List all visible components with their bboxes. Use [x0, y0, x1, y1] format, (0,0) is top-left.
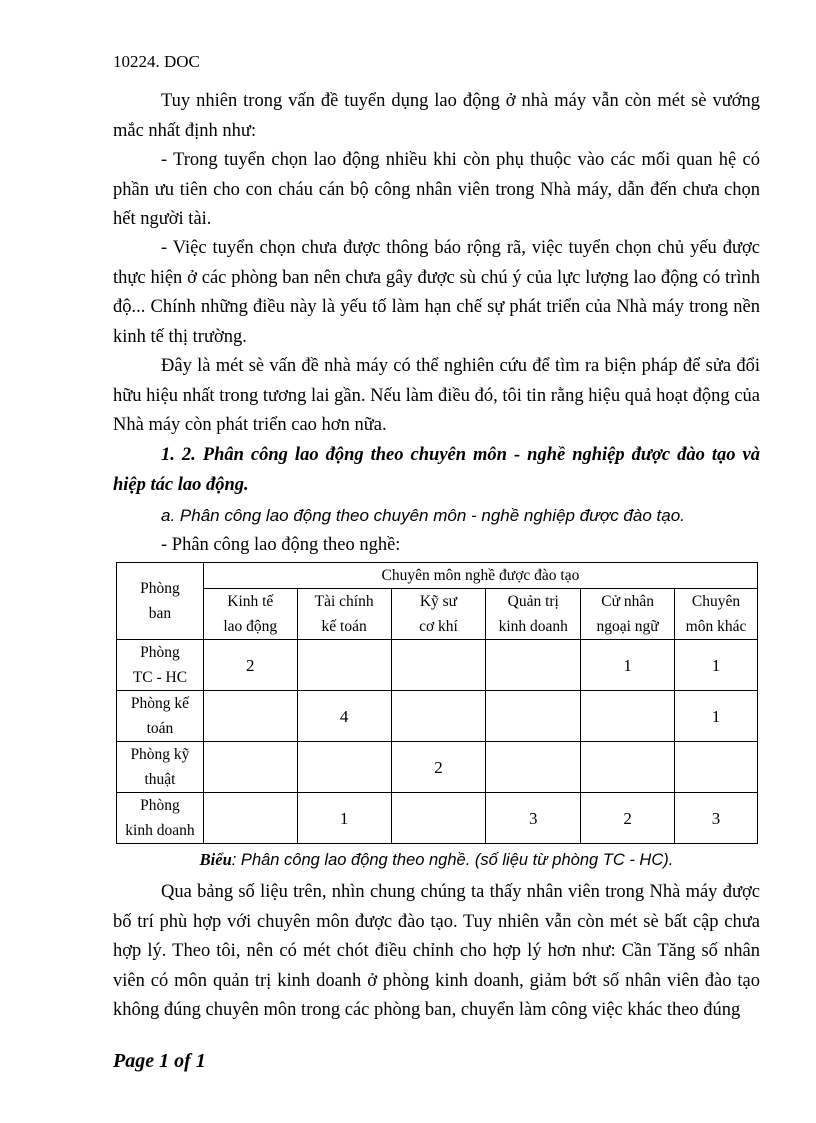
table-cell — [675, 742, 758, 793]
row-header: Phòng kỹ thuật — [117, 742, 204, 793]
table-cell — [297, 640, 391, 691]
table-cell — [203, 793, 297, 844]
table-cell: 3 — [486, 793, 581, 844]
table-cell: 1 — [581, 640, 675, 691]
column-header: Chuyên môn khác — [675, 589, 758, 640]
table-cell — [581, 691, 675, 742]
table-cell: 1 — [297, 793, 391, 844]
row-header: Phòng kinh doanh — [117, 793, 204, 844]
corner-header-cell — [117, 563, 204, 640]
table-cell: 4 — [297, 691, 391, 742]
column-header: Tài chính kế toán — [297, 589, 391, 640]
table-cell: 2 — [581, 793, 675, 844]
column-header: Cử nhân ngoại ngữ — [581, 589, 675, 640]
paragraph-intro: Tuy nhiên trong vấn đề tuyển dụng lao động ở nhà máy vẫn còn mét sè vướng mắc nhất định như: — [113, 91, 760, 141]
table-cell — [203, 742, 297, 793]
bullet-line: - Phân công lao động theo nghề: — [161, 535, 401, 555]
caption-text: : Phân công lao động theo nghề. (số liệu từ phòng TC - HC). — [231, 851, 674, 869]
table-cell — [391, 640, 486, 691]
corner-header-line1: Phòng — [140, 580, 180, 597]
paragraph-analysis: Qua bảng số liệu trên, nhìn chung chúng ta thấy nhân viên trong Nhà máy được bố trí phù hợp với chuyên môn được đào tạo. Tuy nhiên vẫn còn mét sè bất cập chưa hợp lý. Theo tôi, nên có mét chót điều chỉnh cho hợp lý hơn như: Cần Tăng số nhân viên có môn quản trị kinh doanh ở phòng kinh doanh, giảm bớt số nhân viên đào tạo không đúng chuyên môn trong các phòng ban, chuyển làm công việc khác theo đúng — [113, 882, 760, 1020]
page-footer: Page 1 of 1 — [113, 1050, 206, 1072]
column-header: Kinh tế lao động — [203, 589, 297, 640]
corner-header-line2: ban — [148, 605, 172, 622]
table-cell — [486, 742, 581, 793]
table-cell — [297, 742, 391, 793]
column-header: Quản trị kinh doanh — [486, 589, 581, 640]
paragraph-issue-2: - Việc tuyển chọn chưa được thông báo rộng rã, việc tuyển chọn chủ yếu được thực hiện ở các phòng ban nên chưa gây được sù chú ý của lực lượng lao động có trình độ... Chính những điều này là yếu tố làm hạn chế sự phát triển của Nhà máy trong nền kinh tế thị trường. — [113, 238, 760, 347]
paragraph-conclusion: Đây là mét sè vấn đề nhà máy có thể nghiên cứu để tìm ra biện pháp để sửa đổi hữu hiệu nhất trong tương lai gần. Nếu làm điều đó, tôi tin rằng hiệu quả hoạt động của Nhà máy còn phát triển cao hơn nữa. — [113, 356, 760, 435]
table-row — [117, 742, 758, 793]
table-cell — [486, 640, 581, 691]
table-cell — [391, 691, 486, 742]
table-cell: 1 — [675, 640, 758, 691]
row-header: Phòng kế toán — [117, 691, 204, 742]
caption-label: Biểu — [199, 850, 232, 869]
subsection-heading: a. Phân công lao động theo chuyên môn - nghề nghiệp được đào tạo. — [161, 506, 685, 525]
table-cell — [391, 793, 486, 844]
group-header-cell: Chuyên môn nghề được đào tạo — [203, 563, 757, 589]
table-cell — [203, 691, 297, 742]
table-cell: 3 — [675, 793, 758, 844]
table-cell — [581, 742, 675, 793]
staff-allocation-table — [116, 562, 758, 844]
section-heading: 1. 2. Phân công lao động theo chuyên môn - nghề nghiệp được đào tạo và hiệp tác lao động. — [113, 445, 760, 495]
row-header: Phòng TC - HC — [117, 640, 204, 691]
table-cell — [486, 691, 581, 742]
table-caption — [113, 850, 760, 870]
table-row — [117, 793, 758, 844]
table-row — [117, 640, 758, 691]
paragraph-issue-1: - Trong tuyển chọn lao động nhiều khi còn phụ thuộc vào các mối quan hệ có phần ưu tiên cho con cháu cán bộ công nhân viên trong Nhà máy, dẫn đến chưa chọn hết người tài. — [113, 150, 760, 229]
table-cell: 2 — [391, 742, 486, 793]
table-cell: 1 — [675, 691, 758, 742]
table-cell: 2 — [203, 640, 297, 691]
column-header: Kỹ sư cơ khí — [391, 589, 486, 640]
document-header: 10224. DOC — [113, 52, 200, 71]
table-row — [117, 691, 758, 742]
